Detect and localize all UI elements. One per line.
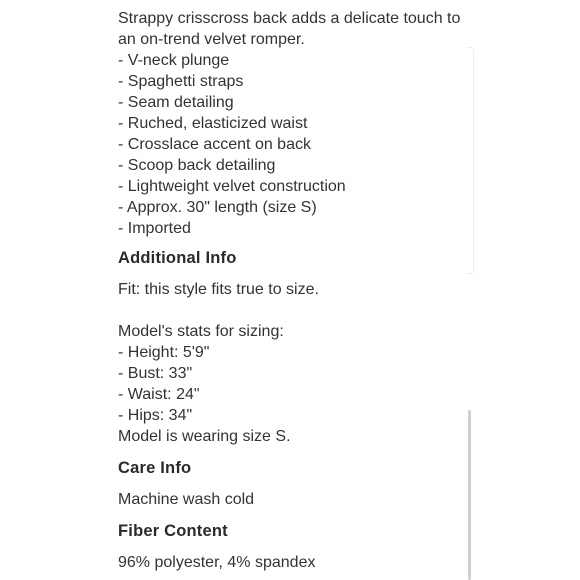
feature-item: - Ruched, elasticized waist [118,115,308,132]
feature-item: - Approx. 30" length (size S) [118,199,317,216]
model-stats-line: - Hips: 34" [118,407,193,424]
feature-item: - Spaghetti straps [118,73,244,90]
model-stats-line: - Height: 5'9" [118,344,210,361]
spacer [118,300,468,321]
model-stats-line: - Waist: 24" [118,386,200,403]
fiber-content-text: 96% polyester, 4% spandex [118,554,316,571]
care-info-heading: Care Info [118,459,192,477]
model-stats [118,321,468,447]
model-stats-line: Model's stats for sizing: [118,323,284,340]
feature-item: - V-neck plunge [118,52,230,69]
feature-item: - Crosslace accent on back [118,136,311,153]
scrollbar-thumb[interactable] [468,410,471,580]
product-description [118,8,468,239]
card-edge [467,47,474,274]
fit-text: Fit: this style fits true to size. [118,281,319,298]
feature-item: - Imported [118,220,191,237]
feature-item: - Seam detailing [118,94,234,111]
care-info-text: Machine wash cold [118,491,255,508]
product-details [118,8,468,573]
feature-item: - Scoop back detailing [118,157,276,174]
additional-info-heading: Additional Info [118,249,237,267]
model-stats-line: - Bust: 33" [118,365,193,382]
model-stats-line: Model is wearing size S. [118,428,291,445]
feature-item: - Lightweight velvet construction [118,178,346,195]
fiber-content-heading: Fiber Content [118,522,228,540]
description-line: an on-trend velvet romper. [118,31,305,48]
description-line: Strappy crisscross back adds a delicate touch to [118,10,461,27]
